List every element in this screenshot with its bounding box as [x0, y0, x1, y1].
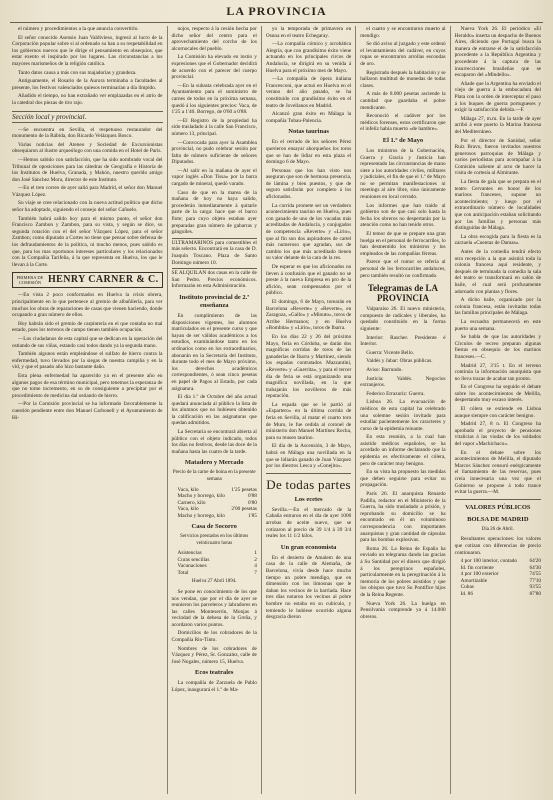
paragraph: —La compañía cómico y acrobática Alegría, que con grandísimo éxito viene actuando en los principales circos de Andalucía, se dirigirá en su venida á Huelva para el próximo mes de Mayo.: [265, 41, 352, 74]
section-heading: BOLSA DE MADRID: [467, 515, 529, 523]
paragraph: —Hemos sabido con satisfacción, que ha sido nombrado vocal del Tribunal de oposiciones para las cátedras de Geografía e Historia de los Institutos de Huelva, Granada, y Mahón, nuestro querido amigo don José Sánchez Mora, director de este Instituto.: [12, 156, 163, 183]
section-heading: VALORES PÚBLICOS: [465, 503, 531, 511]
price-label: Carnero, kilo: [177, 499, 206, 506]
paragraph: La obra escogida para la fiesta es la zarzuela «Cuentas de Damas».: [454, 233, 541, 247]
paragraph: Guerra: Vicente Bello.: [366, 349, 414, 356]
price-value: 1'85: [247, 512, 257, 519]
paragraph: Añadido el tiempo, no han extrañado ver emplazadas en el atrio de la catedral dos piezas de tiro rajo.: [12, 93, 163, 106]
paragraph: Se dió aviso al juzgado y este ordenó el levantamiento del cadáver, en cuyos ropas se encontraron arrollas escondas de oro.: [360, 41, 446, 67]
price-label: 4 por 100 interior, contado: [460, 558, 518, 565]
price-list: [172, 550, 257, 576]
price-value: 1'25 pesetas: [231, 486, 257, 493]
paragraph: En los días 22 y 26 del próximo Mayo, feria en Córdoba, se darán dos magníficas corridas de toros de las ganaderías de Ibarra y Martínez, siendo los espadas contratados Mazzantini, «Reverte» y «Guerrita», y para el tercer día de feria se está organizando una magnífica novillada, en la que trabajarán los novilleros de más reputación.: [265, 333, 352, 400]
section-heading: Un gran economista: [280, 543, 337, 551]
paragraph: A más de 8.000 pesetas asciende la cantidad que guardaba el pobre mendicante.: [360, 91, 446, 111]
section-heading: Telegramas de LA PROVINCIA: [367, 283, 439, 304]
paragraph: —El Registro de la propiedad ha sido trasladado á la calle San Francisco, número 13, principal.: [171, 117, 257, 137]
price-label: 4 por 100 exterior: [460, 571, 499, 578]
price-value: 93'55: [529, 584, 541, 591]
paragraph: —Convocada para ayer la Asamblea provincial, no pudo celebrar sesión por falta de número suficiente de señores Diputados.: [171, 139, 257, 166]
price-list: [455, 558, 541, 597]
paragraph: Alcanzó gran éxito en Málaga la compañía Tubau-Palencia.: [265, 111, 352, 124]
section-heading: Notas taurinas: [288, 128, 329, 136]
paragraph: Caso de que en la marea de la mañana de hoy no haya salido, procederán inmediatamente á quitarle parte de la carga: hace que el barco flote; para cuyo objeto estaban ayer preparadas gran número de gabarras y gánguiles.: [171, 189, 257, 236]
column-4: [356, 26, 450, 794]
price-value: 4: [254, 563, 257, 570]
section-heading: Instituto provincial de 2.ª enseñanza: [179, 293, 250, 309]
advertisement: [12, 272, 163, 288]
paragraph: Domicilios de los cobradores de la Compañía Rio-Tinto.: [171, 630, 257, 644]
masthead: [10, 4, 543, 23]
price-label: Asistencias: [177, 550, 202, 557]
price-value: 0'80: [247, 499, 257, 506]
column-1: [8, 26, 168, 794]
paragraph: A dicho baile, organizado por la colonia francesa, están invitadas todas las familias principales de Málaga.: [454, 297, 541, 317]
paragraph: Nueva York 26. La huelga en Pensilvania comprende ya á 14.000 obreros.: [360, 600, 446, 620]
price-value: 64'20: [529, 558, 541, 565]
section-heading: Matadero y Mercado: [184, 459, 244, 467]
subheading: Servicios prestados en los últimos veinticuatro horas: [180, 534, 249, 546]
paragraph: Parece que el rumor se refería al personal de los ferrocarriles andaluces, pero también resultó no confirmado.: [360, 259, 446, 279]
paragraph: —Los ciudadanos de esta capital que se dedican en la operación del ostiando de sus viñas, estando casi todos dando ya la segunda mano.: [12, 335, 163, 349]
price-row: [172, 570, 257, 577]
subheading: Precio de la carne de boina en la presente semana: [172, 470, 256, 483]
paragraph: El domingo, 6 de Mayo, torearán en Barcelona «Reverte» y «Reverte», en Zaragoza, «Gallo» y «Minuto», toros de Arribe Hermanos; y en Huelva «Bombita» y «Lirio», toros de Ibarra.: [265, 298, 352, 332]
price-value: 0'88: [247, 493, 257, 500]
paragraph: Antiguamente, el Rosario de la Aurora terminaba a facultades al presente, los festivos valenciados quiesos terminarían a día límpido.: [12, 78, 163, 91]
paragraph: Resultantes operaciones: los valores que cotizan con diferencias de precio continuaron.: [454, 536, 541, 556]
paragraph: Tanto datos causa a más con sus majadorías y grandeza.: [18, 69, 137, 76]
paragraph: En el desierto de Amalem de una casa de la calle de Alemaña, de Barcelona, vivía desde hace mucho tiempo un pobre mendigo, que en dimensión con los limosnas que le daban los vecinos de la barriada. Hace tres días notaron los vecinos al pobre hombre no estaba en su cubículo, y temiendo le hubiese ocurrido alguna desgracia dieron: [265, 554, 352, 621]
subheading: Día 26 de Abril.: [481, 526, 514, 532]
price-label: Vacunaciones: [177, 563, 207, 570]
paragraph: Hoy habrán sido el gremio de carpintería en el que contaba no mal estado, pues los terrenos de campo tienen también ocupación.: [12, 320, 163, 334]
price-value: 77'10: [529, 577, 541, 584]
section-heading: Ecos teatrales: [194, 669, 234, 677]
paragraph: —En el tren correo de ayer salió para Madrid, el señor don Manuel Vázquez López.: [12, 185, 163, 198]
price-label: Cubas: [460, 584, 474, 591]
price-value: 1: [254, 550, 257, 557]
paragraph: nojos, respecto á la cesión hecha por dicho señor del centro para el aprovechamiento del corcho de los alcornocales del pueblo.: [171, 26, 257, 52]
divider: [266, 473, 351, 474]
price-value: 2'00 pesetas: [231, 506, 257, 513]
paragraph: Nueva York 26. El periódico «El Heraldo» inserta un despacho de Buenos Aires, diciendo que Portugal busca la manera de entrarse el de la satisfacción procedente a la República Argentina y procedente á la captura de las insurrecciones brasileñas que se escaparon del «Mindello».: [454, 26, 541, 79]
paragraph: La escuadra permanecerá en este puerto una semana.: [454, 318, 541, 332]
price-value: 2: [254, 556, 257, 563]
paragraph: Por el director de Sanidad, señor Ruiz Bravo, fueron invitados nuestros generosos parroquias de Málaga y varios periodistas para acompañar á la Comisión saliente al acto de hacer la visita de cortesía al Almirante.: [454, 137, 541, 177]
paragraph: En esta reunión, a la cual han asistido médicos españoles, se ha acordado un informe declarando que la epidemia es efectivamente el cólera, pero de carácter muy benigno.: [360, 434, 446, 467]
price-label: Vaca, kilo: [177, 486, 199, 493]
section-heading: Casa de Socorro: [191, 523, 237, 531]
paragraph: Personas que los han visto nos aseguran que son de hermosa presencia, de lámina y bien puestos, y que de seguro satisfarán por completo á los aficionados.: [265, 167, 352, 201]
newspaper-title: LA PROVINCIA: [226, 4, 327, 18]
paragraph: También habrá salido hoy para el mismo punto, el señor don Francisco Zambon y Zambon, para su vista, y según se dice, su segunda rotación con el del señor Vázquez López, para el señor Zambon; como diputado a Cortes no tiene que pensar sobre defensa de los defraudamientos de la política, ni mucho menos, pues sabido es que, para los mas oportunos intereses particulares y los relacionados con la Compañía Tarifeña, á la que representa en Huelva, los que le llevan á la Corte.: [12, 215, 163, 268]
paragraph: Federico Errazuriz: Guerra.: [366, 390, 425, 397]
subheading: Huelva 27 Abril 1894.: [191, 579, 237, 585]
price-label: Macho y borrego, kilo: [177, 493, 225, 500]
price-list: [172, 487, 257, 520]
paragraph: Antes de la comedia tendrá efecto otra recepción a la que asistirá toda la colonia francesa aquí residente, y después de terminada la comedia la sala del teatro se transformará en salón de baile, el cual será profusamente adornado con plantas y flores.: [454, 249, 541, 295]
classified-ad: ULTRAMARINOS para comestibles el más selecto. Encontrará en la casa de D. Joaquín Toscano. Plaza de Santo Domingo número 10.: [171, 239, 257, 266]
paragraph: —La compañía de ópera italiana Francesconi, que actuó en Huelva en el verano del año pasado, se ha constituido con grandísimo éxito en el teatro de Jovellanos en Madrid.: [265, 76, 352, 109]
paragraph: También algunos están empleándose el sulfato de hierro contra la enfermedad, tuvo llevados por la siegas de nuestra campiña y en la vid, y que el pasado año hizo bastante daño.: [12, 351, 163, 371]
paragraph: Varias noticias del Ateneo y Sociedad de Excursionistas obsequiaron al ilustre arqueólogo con una comida en el Hotel de París.: [12, 141, 163, 155]
price-label: Id. 86: [460, 590, 473, 597]
paragraph: Aviso: Barrundo.: [366, 366, 403, 373]
paragraph: Los ministros de la Gobernación, Guerra y Gracia y Justicia han representado las circunstancias de mano siete a los autoridades civiles, militares y judiciales, el fin de que el 1.º de Mayo no se permitan manifestaciones ni meetings al aire libre, sino únicamente reuniones en local cerrado.: [360, 147, 446, 201]
price-row: [172, 513, 257, 520]
price-value: 64'30: [529, 564, 541, 571]
paragraph: el cuarto y se encontraron muerto al mendigo.: [360, 26, 446, 39]
paragraph: Se pone en conocimiento de los que nos vendan, que por el día de ayer se reunieron los parceleros y labradores en las calles Monteserrín, Monjas á vecindad de la dehesa de la Greña, y acordaron varios puntos.: [171, 588, 257, 628]
paragraph: Se habla de que las autoridades y Círculos de recreo preparan algunas fiestas en obsequio de los marinos franceses.—C.: [454, 334, 541, 360]
paragraph: Valparaíso 26. El nuevo ministerio, compuesto de radicales y liberales, ha quedado constituido en la forma siguiente:: [360, 306, 446, 332]
section-heading: De todas partes: [266, 476, 351, 492]
paragraph: Su viaje se cree relacionado con la nueva actitud política que dicho señor ha adoptado, siguiendo el consejo del señor Cañuelo.: [12, 200, 163, 214]
price-label: Amortizable: [460, 577, 488, 584]
ad-company-name: HENRY CARNER & C.: [48, 274, 159, 286]
paragraph: En cumplimiento de las disposiciones vigentes, los alumnos matriculados en el presente curso y que hayan de ser válidos académicos a los estudios, examinándose tanto en los ordinarios como en los extraordinarios, abonarán en la Secretaría del Instituto, durante todo el mes de Mayo próximo, los derechos académicos correspondientes, ó sean cinco pesetas en papel de Pagos al Estado, por cada asignatura.: [171, 312, 257, 392]
ad-label: PRIMERA DE COMISIÓN: [16, 275, 44, 286]
paragraph: Interior: Rascher. Presidente é Interior.: [360, 334, 446, 348]
paragraph: La espada que se le partió al «Espartero» en la última corrida de feria en Sevilla, al matar el cuarto toro de Muro, le fue cedida al coronel de ministerio don Manuel Martínez Rocha, para su museo taurino.: [265, 401, 352, 441]
paragraph: —Al salir en la mañana de ayer el vapor inglés «Don Tissa» por la barra cargado de mineral, quedó varado.: [171, 167, 257, 188]
price-row: [455, 591, 541, 598]
paragraph: En su vista ha propuesto las medidas que deben seguirse para evitar su propagación.: [360, 469, 446, 489]
divider: [455, 499, 541, 500]
section-heading: Los ecetes: [294, 495, 323, 503]
paragraph: Roma 26. La Reina de España ha enviado un telegrama dando las gracias á Su Santidad por el dinero que dirigió á los peregrinos españoles, particularmente en la peregrinación á la memoria de los pobres asistidos y que los obispos que tuvo Su Pontífice hijos de la Reina Regente.: [360, 545, 446, 598]
paragraph: —Se encuentra en Sevilla, el respetuoso restaurador del monumento de la Rábida, don Ricardo Velázquez Bosco.: [12, 126, 163, 140]
paragraph: Los informes que han traído al gobierno son de que casi solo hasta la fecha los obreros no despertarán por la atención como no han tenido otros.: [360, 202, 446, 229]
paragraph: En el debate sobre los acontecimientos de Melilla, el diputado Marcos Sánchez censuró enérgicamente el llamamiento de las reservas, pues creía innecesaria una vez que el Gobierno se propone á todo trance evitar la guerra.—M.: [454, 449, 541, 496]
paragraph: La corrida promete ser un verdadero acontecimiento taurino en Huelva, pues con ganado de uno de los vacadas más acreditadas de Andalucía, y conjugados de competencia «Reverte» y «Lirio», que al fin son dos aspiradores de cartel más numeroso que agradan, sus de cambio los que más acreditado tienen su valor delante de la cara de la res.: [265, 202, 352, 262]
columns: [8, 26, 545, 794]
paragraph: Valdés y Jabar: Obras públicas.: [366, 358, 433, 365]
paragraph: El cólera se extiende en Lisboa aunque siempre con carácter benigno.: [454, 406, 541, 419]
column-5: [451, 26, 545, 794]
column-2: [168, 26, 262, 794]
paragraph: Sevilla.—En el mercado de la Cabaña entraron en el día de ayer 1000 arrobas de aceite nuevo, que se cotizaron al precio de 39 1/4 á 39 3/4 reales los 11 1/2 kilos.: [265, 506, 352, 540]
paragraph: Registrado después la habitación y se hallaron multitud de monedas de todas clases.: [360, 69, 446, 89]
paragraph: Justicia: Valdés. Negocios extranjeros.: [360, 375, 446, 389]
paragraph: Nombres de los cobradores de Vázquez y Pérez, Sr. Gonzalez, calle de José Nogales, número 15, Huelva.: [171, 645, 257, 665]
price-value: 87'80: [529, 590, 541, 597]
paragraph: Lisboa 26. La evacuación de médicos de esta capital ha celebrado una solemne sesión invitado para estudiar pacientemente los caracteres y curso de la epidemia reinante.: [360, 399, 446, 432]
price-label: Id. fin corriente: [460, 564, 494, 571]
paragraph: El día 1.º de Octubre del año actual quedará anunciada al público la lista de los alumnos que no hubiesen obtenido la calificación en las asignaturas que quedan admitidos.: [171, 394, 257, 427]
column-3: [262, 26, 356, 794]
price-value: 7: [254, 569, 257, 576]
paragraph: Málaga 27, m.m. En la tarde de ayer arribó á este puerto la Marina francesa del Mediterráneo.: [454, 115, 541, 135]
paragraph: Madrid 27, 3'15 t. En el terreno continúa la información anarquista que no lleva trazas de acabar tan pronto.: [454, 362, 541, 382]
paragraph: el número y procedimientos a la que anuncia convertirlo.: [18, 26, 139, 32]
paragraph: Esta plena enfermedad ha aparecido ya en el presente año en algunos pagos de esa término municipal, pero tenemos la esperanza de que no tome incremento, en su de consiguiente a precipitar por el procedimiento de medicina dal ostiando de hierro.: [12, 372, 163, 399]
section-banner: Sección local y provincial.: [12, 111, 163, 123]
price-value: 74'55: [529, 571, 541, 578]
paragraph: De esperar es que los aficionados no lleven á confusión que el ganado no se preste á la nueva Empresa en pro de la afición, sean compensados por el público.: [265, 264, 352, 297]
paragraph: Madrid 27, 8 n. El Congreso ha aprobado el proyecto de pensiones vitalicias á las viudas de los soldados del vapor «Machichaco».: [454, 421, 541, 448]
paragraph: París 26. El anarquista Renardo Padilla, redactor en el Ministerio de la Guerra, ha sido trasladado a prisión, y reprobando su domicilio se ha encontrado en él un voluminoso correspondencia con importantes anarquistas y gran cantidad de cápsulas para las bombas explosivas.: [360, 491, 446, 544]
paragraph: La Comisión ha elevado en instio y expresiones que el Gobernador decidirá de acuerdo con el parecer del cuerpo provincial.: [171, 54, 257, 81]
paragraph: —En la subasta celebrada ayer en el Ayuntamiento para el suministro de carnes de todos en la próxima semana, quedó á los siguientes precios: Vaca, de 1'25 a 1'40. Borrego, de 0'60 a 0'88.: [171, 82, 257, 116]
price-label: Macho y borrego, kilo: [177, 512, 225, 519]
paragraph: El señor conocido Asensio Juan Valdivieso, ingresó al lucro de la Corporación popular sobre sí al ordenado su han a su respetabilidad en los gobiernos nuevos que le dirige el pensamiento en obsequios, que estar exento el inspirado por los lugares. Las circunstancias a los mayores marismeños de la religión católica.: [12, 34, 163, 67]
paragraph: El temor de que se prepare una gran huelga en el personal de ferrocarriles, lo han desmentido los ministros y los empleados de las compañías férreas.: [360, 231, 446, 257]
paragraph: —Por la Comisión provincial se ha informado favorablemente la cuestión pendiente entre don Manuel Carbonell y el Ayuntamiento de Hi-: [12, 401, 163, 421]
paragraph: —En vista 2 poco conformados en Huelva la crisis obrera, principalmente en lo que pertenece al gremio de albañilería, para ver muchos los obras de reparaciones de casas que vienen haciendo, donde ocupando a gran número de ellos.: [12, 292, 163, 319]
price-label: Total: [177, 569, 189, 576]
price-label: Vaca, kilo: [177, 506, 199, 513]
classified-ad: SE ALQUILAN dos casas en la calle de San Pedro. Precios económicos. Informarán en esta Administración.: [171, 270, 257, 290]
paragraph: yo la temporada de primavera en Osuna en el teatro Echegaray.: [265, 26, 352, 39]
paragraph: La Secretaría se encontrará abierta al público con el objeto indicado, todos los días no festivos, desde las doce de la mañana hasta las cuatro de la tarde.: [171, 429, 257, 455]
paragraph: La fiesta de gala que se prepara en el teatro Cervantes en honor de los marinos franceses, supone un acontecimiento; y luego por el extraordinario número de localidades que con anticipación estaban solicitando por las familias y personas más distinguidas de Málaga.: [454, 179, 541, 232]
paragraph: En el cerrado de los señores Pérez querieron ensayar ahorqueños los toros que se han de lidiar en esta plaza el domingo 6 de Mayo.: [265, 139, 352, 166]
paragraph: El día de la Ascensión, 3 de Mayo, habrá en Málaga una novillada en la que se lidiarán ganado de Juan Vázquez por los diestros Lesca y «Conejito».: [265, 443, 352, 470]
paragraph: Añade que la Argentina ha enviado el viejo de guerra á la embocadura del Plata con la orden de interceptar el paso á los buques de guerra portugueses y exigir la satisfacción debida.—F.: [454, 80, 541, 114]
paragraph: En el Congreso ha seguido el debate sobre los acontecimientos de Melilla, despertando muy escaso interés.: [454, 384, 541, 404]
price-label: Curas sencillas: [177, 556, 210, 563]
paragraph: Reconoció el cadáver por los médicos forenses, estos certificaron que el infeliz había muerto «de hambre».: [360, 113, 446, 133]
section-heading: El 1.º de Mayo: [382, 136, 424, 144]
paragraph: La compañía de Zarzuela de Pablo López, inaugurará el 1.º de Ma-: [171, 680, 257, 694]
